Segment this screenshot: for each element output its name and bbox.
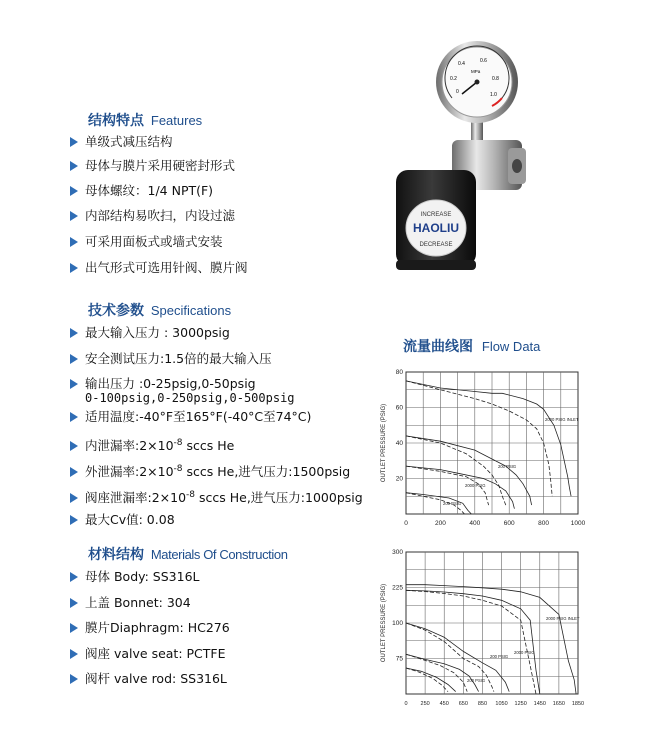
x-tick-label: 1050 <box>495 701 508 707</box>
bullet-triangle-icon <box>70 379 78 389</box>
x-tick-label: 0 <box>404 520 408 527</box>
x-tick-label: 450 <box>439 701 449 707</box>
x-tick-label: 850 <box>477 701 488 707</box>
flow-title <box>403 336 540 356</box>
spec-item: 最大输入压力 : 3000psig <box>70 325 230 341</box>
series-label: 2000 PSIG INLET <box>546 616 580 621</box>
bullet-triangle-icon <box>70 572 78 582</box>
y-axis-label: OUTLET PRESSURE (PSIG) <box>381 583 387 663</box>
x-tick-label: 600 <box>503 520 515 527</box>
gauge-tick: 0 <box>456 89 459 95</box>
bullet-triangle-icon <box>70 211 78 221</box>
y-tick-label: 300 <box>392 549 403 556</box>
material-item: 上盖 Bonnet: 304 <box>70 595 191 611</box>
bullet-triangle-icon <box>70 263 78 273</box>
y-tick-label: 100 <box>392 620 403 627</box>
materials-title-en: Materials Of Construction <box>150 547 288 562</box>
material-item: 阀座 valve seat: PCTFE <box>70 646 226 662</box>
spec-item: 外泄漏率$:2\times 10^{-8}$ sccs He,进气压力:1500psig <box>70 461 350 480</box>
material-item: 阀杆 valve rod: SS316L <box>70 671 227 687</box>
x-tick-label: 0 <box>404 701 408 707</box>
y-tick-label: 20 <box>395 475 403 483</box>
bullet-triangle-icon <box>70 674 78 684</box>
x-tick-label: 650 <box>458 701 468 707</box>
spec-item: 安全测试压力:1.5倍的最大输入压 <box>70 351 272 367</box>
gauge-unit: MPa <box>471 69 481 74</box>
series-label: 2000 PSIG INLET <box>545 417 579 422</box>
bullet-triangle-icon <box>70 137 78 147</box>
bullet-triangle-icon <box>70 623 78 633</box>
features-title-zh: 结构特点 <box>88 113 144 129</box>
feature-item: 母体与膜片采用硬密封形式 <box>70 158 235 174</box>
features-title <box>88 110 202 130</box>
x-tick-label: 200 <box>434 520 446 527</box>
y-tick-label: 75 <box>395 655 403 663</box>
spec-item-line2: 0-100psig,0-250psig,0-500psig <box>85 391 295 405</box>
bullet-triangle-icon <box>70 328 78 338</box>
gauge-tick: 1.0 <box>490 92 497 98</box>
x-tick-label: 1000 <box>570 520 586 527</box>
series-label: 200 PSIG <box>498 464 517 469</box>
features-title-en: Features <box>150 113 203 128</box>
knob-brand: HAOLIU <box>413 221 459 235</box>
specs-title-zh: 技术参数 <box>88 303 144 319</box>
bullet-triangle-icon <box>70 237 78 247</box>
bullet-triangle-icon <box>70 186 78 196</box>
flow-title-en: Flow Data <box>481 339 541 354</box>
knob-increase-label: INCREASE <box>420 212 452 218</box>
feature-item: 可采用面板式或墙式安装 <box>70 234 223 250</box>
feature-item: 单级式减压结构 <box>70 134 173 150</box>
feature-item: 母体螺纹：1/4 NPT(F) <box>70 183 213 199</box>
y-axis-label: OUTLET PRESSURE (PSIG) <box>381 403 387 483</box>
bullet-triangle-icon <box>70 493 78 503</box>
bullet-triangle-icon <box>70 598 78 608</box>
x-tick-label: 1850 <box>571 701 585 707</box>
bullet-triangle-icon <box>70 441 78 451</box>
gauge-tick: 0.2 <box>450 76 457 82</box>
bullet-triangle-icon <box>70 412 78 422</box>
flow-title-zh: 流量曲线图 <box>403 339 473 355</box>
bullet-triangle-icon <box>70 515 78 525</box>
series-label: 2000 PSIG <box>514 650 535 655</box>
regulator-product-image <box>380 40 540 280</box>
series-label: 200 PSIG <box>490 654 509 659</box>
series-label: 200 PSIG <box>467 678 486 683</box>
x-tick-label: 1250 <box>514 701 527 707</box>
bullet-triangle-icon <box>70 649 78 659</box>
specs-title <box>88 300 231 320</box>
x-tick-label: 1450 <box>533 701 546 707</box>
bullet-triangle-icon <box>70 354 78 364</box>
material-item: 母体 Body: SS316L <box>70 569 200 585</box>
x-tick-label: 800 <box>538 520 550 527</box>
flow-chart-2 <box>368 542 588 714</box>
gauge-tick: 0.8 <box>492 76 499 82</box>
y-tick-label: 40 <box>395 440 403 447</box>
series-label: 2000 PSIG <box>465 483 486 488</box>
specs-title-en: Specifications <box>150 303 232 318</box>
feature-item: 出气形式可选用针阀、膜片阀 <box>70 260 248 276</box>
bullet-triangle-icon <box>70 161 78 171</box>
series-label: 200 PSIG <box>443 501 462 506</box>
gauge-tick: 0.4 <box>458 61 465 67</box>
gauge-tick: 0.6 <box>480 58 487 64</box>
y-tick-label: 225 <box>392 584 403 592</box>
spec-item: 内泄漏率$:2\times 10^{-8}$ sccs He <box>70 435 234 454</box>
materials-title <box>88 544 288 564</box>
y-tick-label: 80 <box>395 369 403 376</box>
materials-title-zh: 材料结构 <box>88 547 144 563</box>
x-tick-label: 250 <box>420 701 430 707</box>
flow-chart-1 <box>368 360 588 528</box>
spec-item: 阀座泄漏率$:2\times 10^{-8}$ sccs He,进气压力:1000psig <box>70 487 363 506</box>
spec-item: 适用温度:-40°F至165°F(-40°C至74°C) <box>70 409 311 425</box>
x-tick-label: 1650 <box>552 701 566 707</box>
material-item: 膜片Diaphragm: HC276 <box>70 620 230 636</box>
y-tick-label: 60 <box>395 404 403 412</box>
bullet-triangle-icon <box>70 467 78 477</box>
feature-item: 内部结构易吹扫，内设过滤 <box>70 208 235 224</box>
spec-item: 最大Cv值: 0.08 <box>70 512 175 528</box>
knob-decrease-label: DECREASE <box>419 242 453 248</box>
x-tick-label: 400 <box>469 520 481 527</box>
spec-item: 输出压力 :0-25psig,0-50psig <box>70 376 256 392</box>
